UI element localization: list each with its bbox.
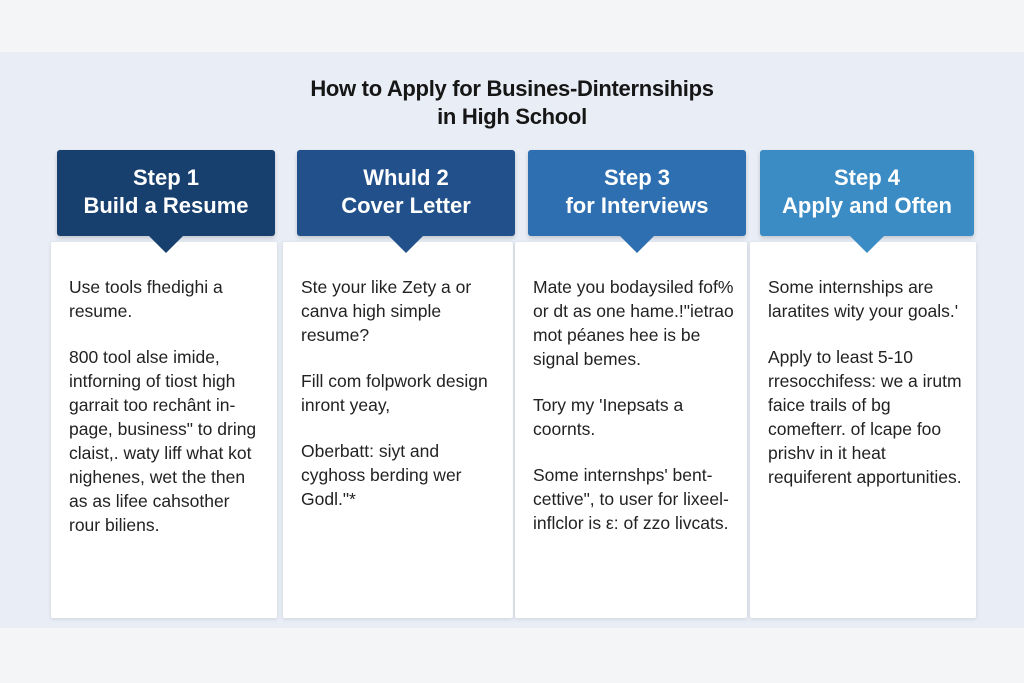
step-1-number: Step 1 [132,165,200,190]
step-3-number: Step 3 [603,165,671,190]
step-3-title: for Interviews [565,193,709,218]
step-3-paragraph-1: Mate you bodaysiled fof% or dt as one hame.!"ietrao mot péanes hee is be signal bemes. [533,277,734,369]
step-2-number: Whuld 2 [363,165,449,190]
step-1-body [51,242,277,618]
step-4-paragraph-1: Some internships are laratites wity your goals.' [768,277,959,321]
title-line-2: in High School [437,104,587,129]
step-2-header [297,150,515,236]
step-4-header [760,150,974,236]
step-4-paragraph-2: Apply to least 5-10 rresocchifess: we a irutm faice trails of bg comefterr. of lcape foo prishv in it heat requiferent apportunities. [768,347,962,487]
step-4-title: Apply and Often [782,193,952,218]
step-1-title: Build a Resume [83,193,249,218]
step-2-title: Cover Letter [341,193,471,218]
step-1-paragraph-1: Use tools fhedighi a resume. [69,277,223,321]
step-4-body [750,242,976,618]
title-line-1: How to Apply for Busines-Dinternsihips [310,76,714,101]
step-card-2 [297,150,515,509]
step-2-paragraph-2: Fill com folpwork design inront yeay, [301,371,488,415]
step-card-1 [57,150,275,535]
step-3-paragraph-3: Some internshps' bent-cettive", to user for lixeel-inflclor is ε: of zzo livcats. [533,465,729,533]
step-3-header [528,150,746,236]
step-3-paragraph-2: Tory my 'Inepsats a coornts. [533,395,684,439]
step-1-paragraph-2: 800 tool alse imide, intforning of tiost high garrait too rechânt in-page, business" to dring claist,. waty liff what kot nighenes, wet the then as as lifee cahsother rour biliens. [69,347,257,535]
step-4-number: Step 4 [833,165,901,190]
step-3-body [515,242,747,618]
step-2-body [283,242,513,618]
step-1-header [57,150,275,236]
step-card-3 [528,150,746,533]
infographic-title [0,75,1024,131]
step-card-4 [760,150,978,487]
step-2-paragraph-1: Ste your like Zety a or canva high simple resume? [301,277,472,345]
step-2-paragraph-3: Oberbatt: siyt and cyghoss berding wer Godl."* [301,441,462,509]
